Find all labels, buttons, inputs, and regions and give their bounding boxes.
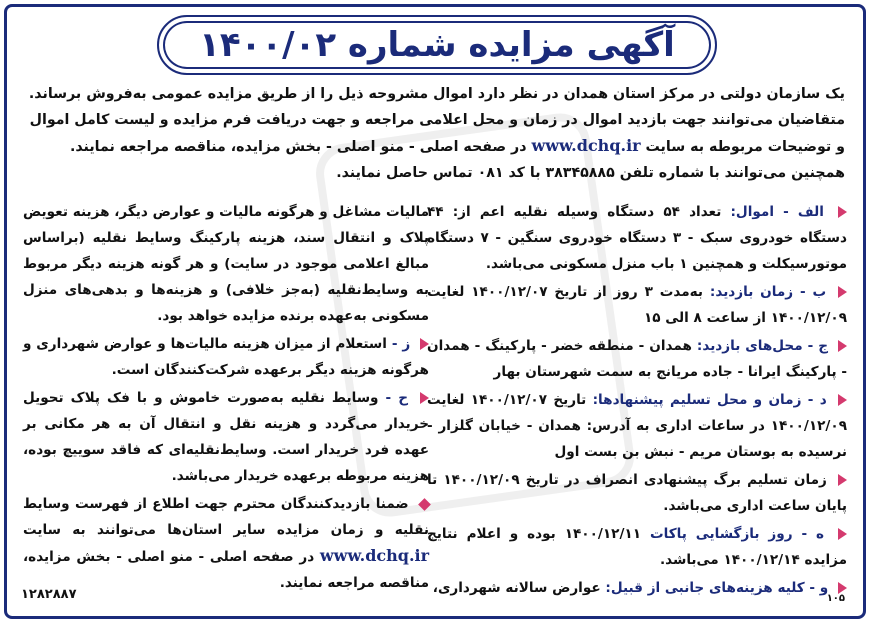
site-link[interactable]: www.dchq.ir [531,136,641,155]
section-vav-text: عوارض سالانه شهرداری، [432,580,601,596]
section-be-heading: ب - زمان بازدید: [709,284,827,300]
section-ze [23,331,429,383]
section-jim-text: همدان - منطقه خضر - پارکینگ - همدان - پارکینگ ایرانا - جاده مریانج به سمت شهرستان بهار [427,338,847,380]
section-ze-heading: ز - [391,336,411,352]
triangle-bullet-icon [420,392,429,404]
section-alef [427,199,847,277]
intro-line-3-post: در صفحه اصلی - منو اصلی - بخش مزایده، مناقصه مراجعه نمایند. [69,139,527,155]
section-vav-continued: مالیات مشاغل و هرگونه مالیات و عوارض دیگر، هزینه تعویض پلاک و انتقال سند، هزینه پارکینگ وسایط نقلیه (براساس مبالغ اعلامی موجود در سایت) و هر گونه هزینه دیگر مربوط به وسایط‌نقلیه (به‌جز خلافی) و هزینه‌ها و بدهی‌های منزل مسکونی به‌عهده برنده مزایده خواهد بود. [23,204,429,324]
triangle-bullet-icon [838,474,847,486]
triangle-bullet-icon [420,338,429,350]
diamond-bullet-icon [418,498,431,511]
section-alef-text: تعداد ۵۴ دستگاه وسیله نقلیه اعم از: ۴۴ دستگاه خودروی سبک - ۳ دستگاه خودروی سنگین - ۷ دستگاه موتورسیکلت و همچنین ۱ باب منزل مسکونی می‌باشد. [427,204,847,272]
section-dal-text: تاریخ ۱۴۰۰/۱۲/۰۷ لغایت ۱۴۰۰/۱۲/۰۹ در ساعات اداری به آدرس: همدان - خیابان گلزار - نرسیده به بوستان مریم - نبش بن بست اول [427,392,847,460]
section-dal-heading: د - زمان و محل تسلیم پیشنهادها: [592,392,827,408]
triangle-bullet-icon [838,394,847,406]
section-dal-extra-text: زمان تسلیم برگ پیشنهادی انصراف در تاریخ ۱۴۰۰/۱۲/۰۹ تا پایان ساعت اداری می‌باشد. [427,472,847,514]
section-jim [427,333,847,385]
section-vav-heading: و - کلیه هزینه‌های جانبی از قبیل: [605,580,829,596]
triangle-bullet-icon [838,206,847,218]
triangle-bullet-icon [838,286,847,298]
ad-code: ۱۲۸۲۸۸۷ [21,587,77,602]
page-mark: ۱۰۵ [826,593,845,604]
intro-line-3 [5,133,845,160]
intro-line-4: همچنین می‌توانند با شماره تلفن ۳۸۳۴۵۸۸۵ با کد ۰۸۱ تماس حاصل نمایند. [336,165,845,181]
note-site-link[interactable]: www.dchq.ir [319,546,430,565]
section-dal-extra [427,467,847,519]
intro-paragraph [5,81,845,186]
triangle-bullet-icon [838,528,847,540]
page-title: آگهی مزایده شماره ۱۴۰۰/۰۲ [199,25,675,65]
section-he2-text: وسایط نقلیه به‌صورت خاموش و با فک پلاک تحویل خریدار می‌گردد و هزینه نقل و انتقال آن به هر مکانی بر عهده فرد خریدار است. وسایط‌نقلیه‌ای که فاقد سوییچ بوده، هزینه مربوطه برعهده خریدار می‌باشد. [23,390,429,484]
section-he [427,521,847,573]
section-jim-heading: ج - محل‌های بازدید: [696,338,829,354]
section-dal [427,387,847,465]
right-column [427,199,847,603]
section-be-text: به‌مدت ۳ روز از تاریخ ۱۴۰۰/۱۲/۰۷ لغایت ۱۴۰۰/۱۲/۰۹ از ساعت ۸ الی ۱۵ [427,284,847,326]
section-he-text: ۱۴۰۰/۱۲/۱۱ بوده و اعلام نتایج مزایده ۱۴۰۰/۱۲/۱۴ می‌باشد. [427,526,847,568]
triangle-bullet-icon [838,340,847,352]
ad-frame [4,4,866,619]
note-pre: ضمنا بازدیدکنندگان محترم جهت اطلاع از فهرست وسایط نقلیه و زمان مزایده سایر استان‌ها می‌توانند به سایت [23,496,429,538]
title-banner [157,15,717,75]
intro-line-3-pre: و توضیحات مربوطه به سایت [645,139,845,155]
intro-line-2: متقاضیان می‌توانند جهت بازدید اموال در زمان و محل اعلامی مراجعه و جهت دریافت فرم مزایده و لیست کامل اموال [29,112,845,128]
section-be [427,279,847,331]
intro-line-1: یک سازمان دولتی در مرکز استان همدان در نظر دارد اموال مشروحه ذیل را از طریق مزایده عمومی به‌فروش برساند. [28,86,845,102]
section-he2 [23,385,429,489]
note-paragraph [23,491,429,596]
note-post: در صفحه اصلی - منو اصلی - بخش مزایده، مناقصه مراجعه نمایند. [23,549,429,591]
left-column [23,199,429,598]
section-ze-text: استعلام از میزان هزینه مالیات‌ها و عوارض شهرداری و هرگونه هزینه دیگر برعهده شرکت‌کنندگان است. [23,336,429,378]
section-vav [427,575,847,601]
section-he-heading: ه - روز بازگشایی پاکات [649,526,825,542]
section-alef-heading: الف - اموال: [730,204,824,220]
section-he2-heading: ح - [385,390,408,406]
